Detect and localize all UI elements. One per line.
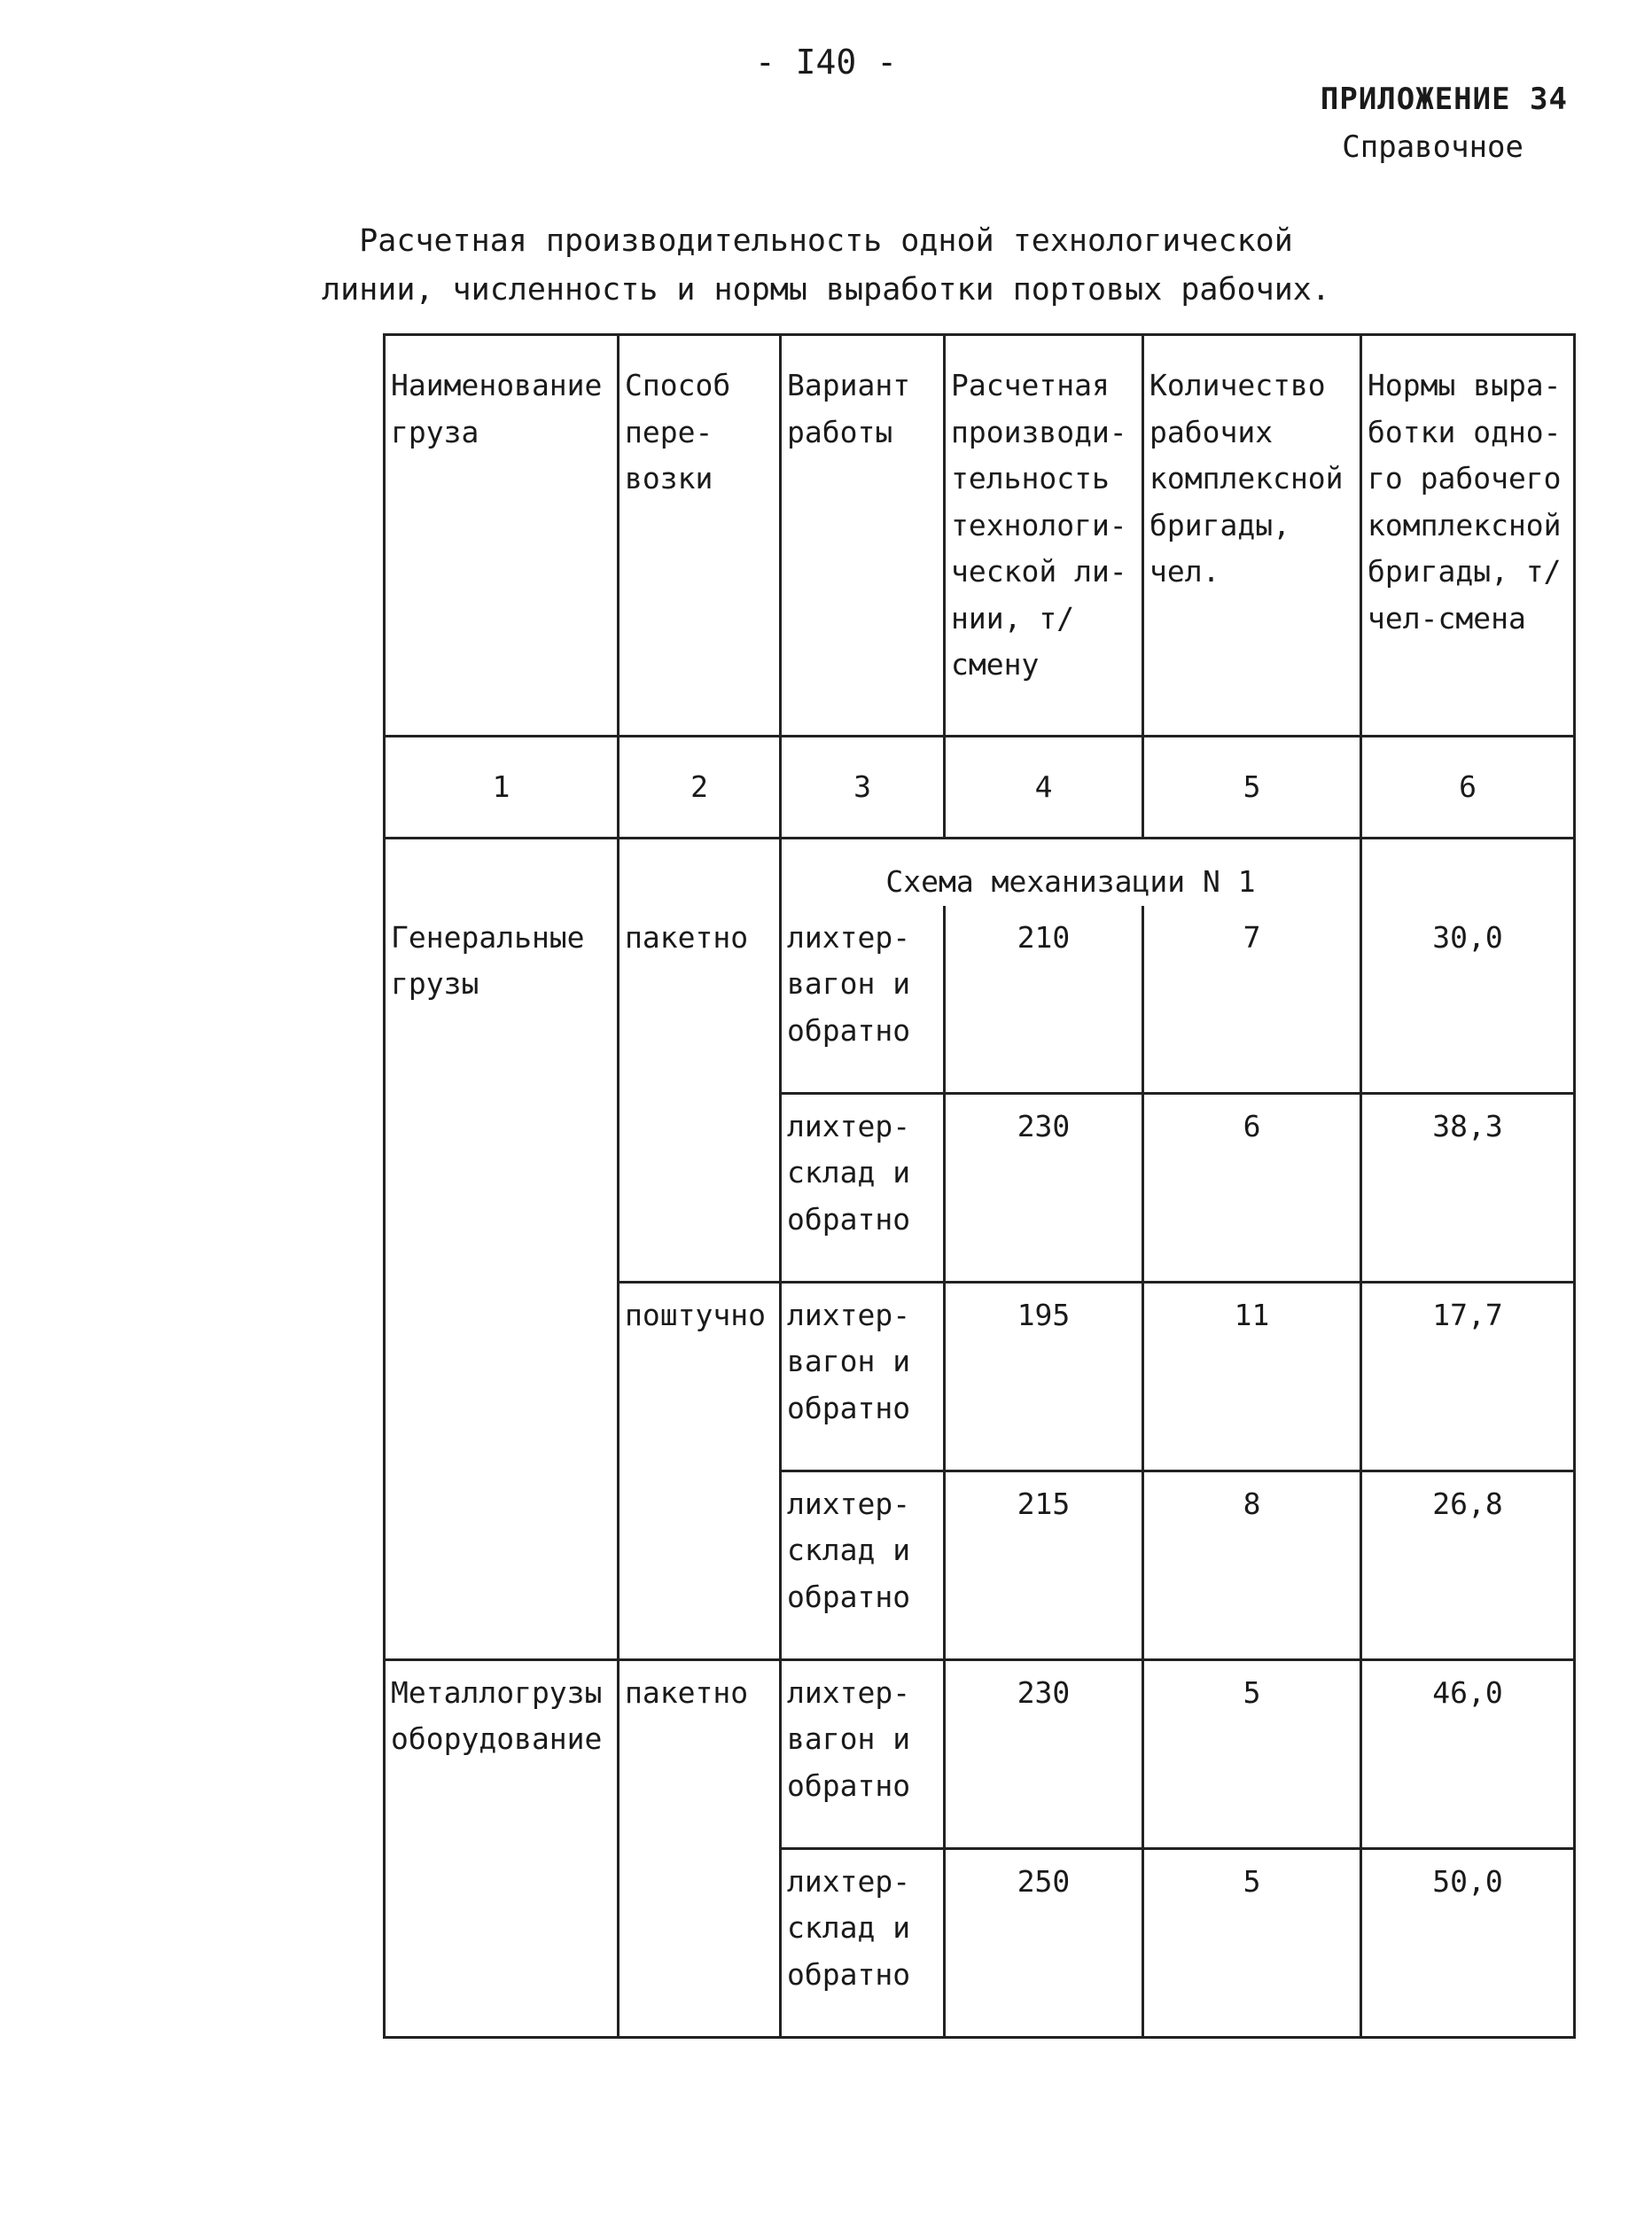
norm-cell: 46,0 [1361, 1659, 1575, 1848]
workers-cell: 5 [1143, 1848, 1361, 2037]
header-output-norm: Нормы выра-ботки одно-го рабочего комплексной бригады, т/чел-смена [1361, 335, 1575, 737]
appendix-title: ПРИЛОЖЕНИЕ 34 [1320, 82, 1568, 117]
header-row [385, 335, 1575, 737]
header-cargo-name: Наименование груза [385, 335, 619, 737]
norm-cell: 30,0 [1361, 906, 1575, 1094]
header-workers-count: Количество рабочих комплексной бригады, чел. [1143, 335, 1361, 737]
page-number: - I40 - [754, 43, 898, 82]
column-number: 2 [619, 737, 781, 839]
productivity-table [383, 333, 1576, 2039]
cargo-name-cell: Генеральные грузы [385, 906, 619, 1660]
productivity-cell: 230 [945, 1093, 1143, 1282]
header-transport-method: Способ пере-возки [619, 335, 781, 737]
productivity-cell: 230 [945, 1659, 1143, 1848]
column-number: 3 [781, 737, 945, 839]
scheme-row [385, 839, 1575, 906]
productivity-cell: 215 [945, 1471, 1143, 1659]
workers-cell: 8 [1143, 1471, 1361, 1659]
header-productivity: Расчетная производи-тельность технологи-ческой ли-нии, т/смену [945, 335, 1143, 737]
variant-cell: лихтер-вагон и обратно [781, 1282, 945, 1471]
norm-cell: 26,8 [1361, 1471, 1575, 1659]
document-title [0, 217, 1652, 315]
workers-cell: 7 [1143, 906, 1361, 1094]
workers-cell: 11 [1143, 1282, 1361, 1471]
column-number: 4 [945, 737, 1143, 839]
variant-cell: лихтер-склад и обратно [781, 1093, 945, 1282]
document-title-line-1: Расчетная производительность одной технологической [359, 223, 1293, 259]
appendix-subtitle: Справочное [1342, 129, 1523, 165]
header-work-variant: Вариант работы [781, 335, 945, 737]
column-number: 5 [1143, 737, 1361, 839]
cargo-name-cell: Металлогрузы оборудование [385, 1659, 619, 2037]
norm-cell: 17,7 [1361, 1282, 1575, 1471]
norm-cell: 50,0 [1361, 1848, 1575, 2037]
scheme-label: Схема механизации N 1 [885, 864, 1256, 899]
document-title-line-2: линии, численность и нормы выработки портовых рабочих. [322, 272, 1330, 308]
table-row [385, 1659, 1575, 1848]
variant-cell: лихтер-вагон и обратно [781, 906, 945, 1094]
column-number: 6 [1361, 737, 1575, 839]
method-cell: пакетно [619, 1659, 781, 2037]
column-number-row [385, 737, 1575, 839]
productivity-cell: 250 [945, 1848, 1143, 2037]
productivity-cell: 210 [945, 906, 1143, 1094]
variant-cell: лихтер-вагон и обратно [781, 1659, 945, 1848]
workers-cell: 5 [1143, 1659, 1361, 1848]
variant-cell: лихтер-склад и обратно [781, 1471, 945, 1659]
method-cell: пакетно [619, 906, 781, 1283]
productivity-cell: 195 [945, 1282, 1143, 1471]
column-number: 1 [385, 737, 619, 839]
norm-cell: 38,3 [1361, 1093, 1575, 1282]
method-cell: поштучно [619, 1282, 781, 1659]
table-row [385, 906, 1575, 1094]
variant-cell: лихтер-склад и обратно [781, 1848, 945, 2037]
workers-cell: 6 [1143, 1093, 1361, 1282]
